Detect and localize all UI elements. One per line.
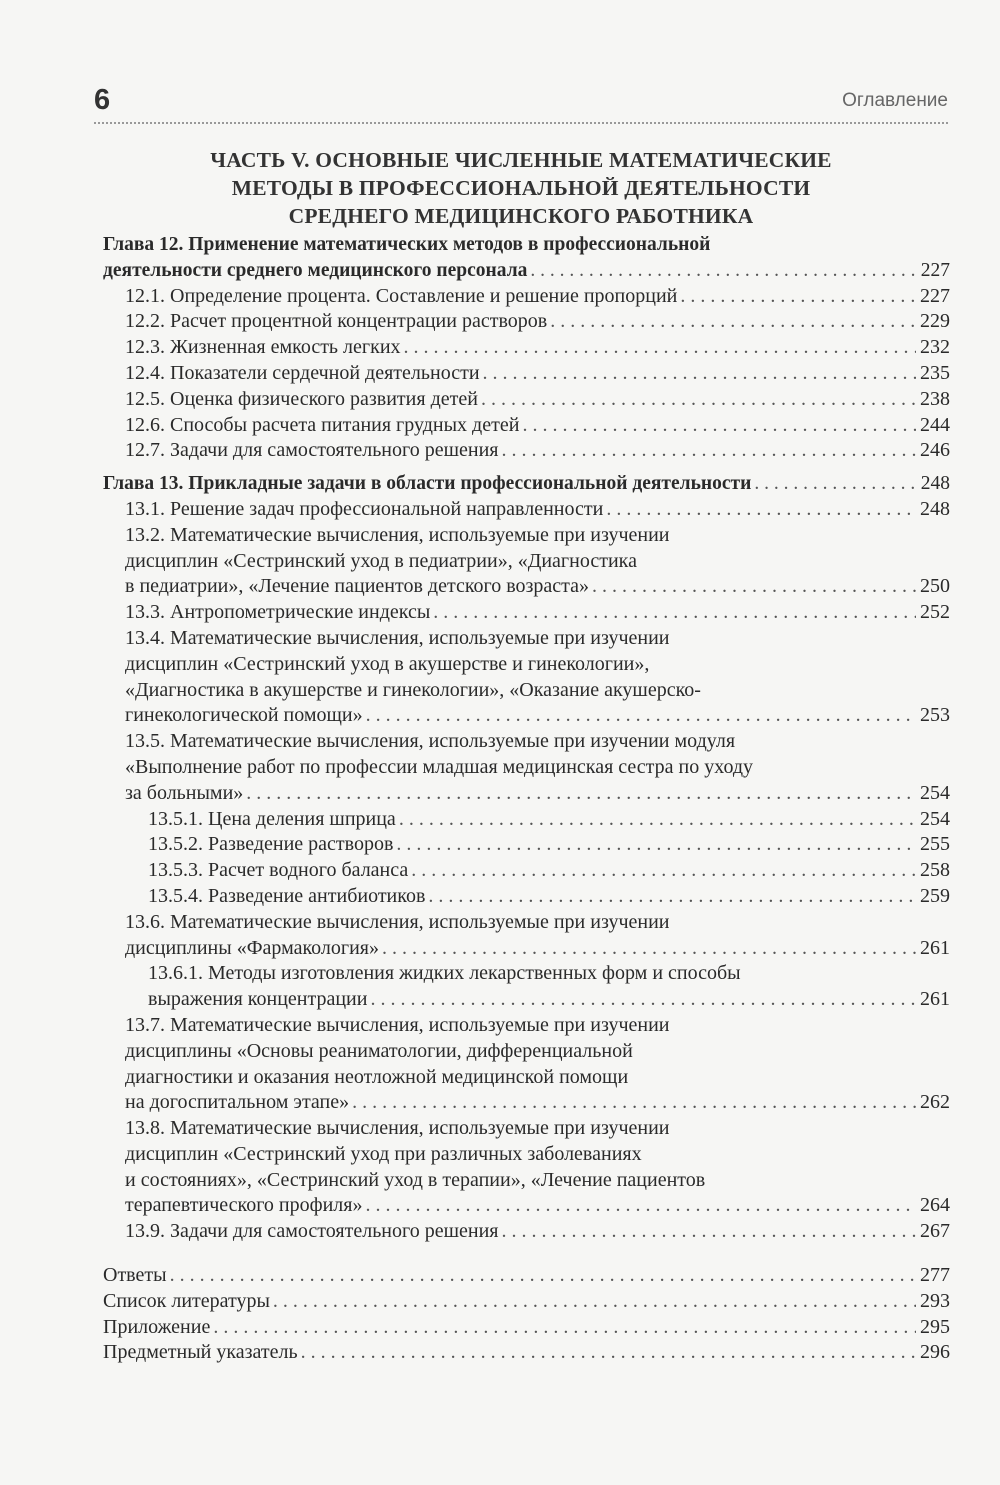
toc-entry-title-line: диагностики и оказания неотложной медицинской помощи: [125, 1065, 629, 1088]
toc-entry-last-line: [103, 1315, 950, 1341]
toc-entry-title-line: и состояниях», «Сестринский уход в терапии», «Лечение пациентов: [125, 1168, 706, 1191]
toc-entry[interactable]: [103, 497, 950, 523]
toc-entry-last-line: [103, 258, 950, 284]
toc-entry-title-line: Глава 13. Прикладные задачи в области профессиональной деятельности: [103, 473, 752, 495]
toc-entry-last-line: [125, 1193, 950, 1219]
toc-entry-last-line: [125, 387, 950, 413]
toc-page-number: 248: [920, 497, 950, 520]
toc-entry[interactable]: [103, 1013, 950, 1116]
dot-leader: [396, 832, 916, 858]
toc-page-number: 253: [920, 704, 950, 727]
toc-entry[interactable]: [103, 1315, 950, 1341]
toc-entry-last-line: [148, 884, 950, 910]
part-title-line: ЧАСТЬ V. ОСНОВНЫЕ ЧИСЛЕННЫЕ МАТЕМАТИЧЕСКИЕ: [210, 148, 832, 172]
toc-entry-title-line: 13.2. Математические вычисления, используемые при изучении: [125, 523, 670, 546]
toc-page-number: 238: [920, 387, 950, 410]
toc-entry-title-line: 13.6.1. Методы изготовления жидких лекарственных форм и способы: [148, 962, 741, 985]
dot-leader: [411, 858, 916, 884]
toc-page-number: 235: [920, 361, 950, 384]
toc-entry[interactable]: [103, 1340, 950, 1366]
part-title: [94, 146, 948, 230]
toc-page-number: 254: [920, 807, 950, 830]
toc-page-number: 248: [920, 473, 950, 495]
toc-entry[interactable]: [103, 1219, 950, 1245]
toc-page-number: 254: [920, 781, 950, 804]
toc-page-number: 227: [920, 259, 950, 281]
toc-entry-last-line: [125, 574, 950, 600]
toc-entry[interactable]: [103, 858, 950, 884]
toc-entry-last-line: [125, 284, 950, 310]
toc-entry-title-line: дисциплин «Сестринский уход в педиатрии», «Диагностика: [125, 549, 637, 572]
table-of-contents: [103, 232, 950, 1366]
dot-leader: [365, 1193, 916, 1219]
header-dotted-rule: [94, 122, 948, 124]
toc-entry-title-line: терапевтического профиля»: [125, 1194, 363, 1217]
toc-entry-title-line: 12.7. Задачи для самостоятельного решения: [125, 439, 499, 462]
toc-entry-last-line: [125, 1090, 950, 1116]
toc-page-number: 246: [920, 439, 950, 462]
toc-entry[interactable]: [103, 626, 950, 729]
toc-entry-title-line: 13.5. Математические вычисления, используемые при изучении модуля: [125, 730, 736, 753]
toc-entry-title-line: 13.7. Математические вычисления, используемые при изучении: [125, 1013, 670, 1036]
toc-entry-title-line: Глава 12. Применение математических методов в профессиональной: [103, 234, 711, 255]
dot-leader: [301, 1340, 916, 1366]
toc-entry[interactable]: [103, 1116, 950, 1219]
toc-entry-last-line: [103, 1263, 950, 1289]
toc-entry-title-line: 12.2. Расчет процентной концентрации растворов: [125, 310, 548, 333]
dot-leader: [522, 413, 916, 439]
toc-page-number: 296: [920, 1341, 950, 1364]
toc-entry[interactable]: [103, 961, 950, 1013]
toc-entry-title-line: 12.3. Жизненная емкость легких: [125, 336, 401, 359]
dot-leader: [213, 1315, 916, 1341]
toc-entry-last-line: [125, 413, 950, 439]
dot-leader: [592, 574, 916, 600]
dot-leader: [404, 335, 916, 361]
toc-entry-last-line: [125, 361, 950, 387]
toc-entry-last-line: [125, 335, 950, 361]
toc-entry-title-line: в педиатрии», «Лечение пациентов детского возраста»: [125, 575, 590, 598]
toc-entry-title-line: 13.4. Математические вычисления, используемые при изучении: [125, 626, 670, 649]
toc-page-number: 227: [920, 284, 950, 307]
toc-page-number: 250: [920, 575, 950, 598]
toc-entry-title-line: 13.3. Антропометрические индексы: [125, 601, 431, 624]
dot-leader: [246, 781, 916, 807]
toc-chapter-entry[interactable]: [103, 471, 950, 497]
toc-entry-title-line: дисциплины «Фармакология»: [125, 936, 379, 959]
toc-entry-last-line: [125, 936, 950, 962]
running-head: Оглавление: [842, 90, 948, 111]
toc-entry-title-line: выражения концентрации: [148, 988, 368, 1011]
toc-page-number: 232: [920, 336, 950, 359]
toc-page-number: 277: [920, 1264, 950, 1287]
dot-leader: [370, 987, 916, 1013]
toc-entry-last-line: [103, 1340, 950, 1366]
toc-page-number: 293: [920, 1289, 950, 1312]
toc-entry-title-line: «Выполнение работ по профессии младшая медицинская сестра по уходу: [125, 755, 754, 778]
toc-entry-title-line: 12.5. Оценка физического развития детей: [125, 387, 478, 410]
toc-entry-title-line: 13.5.1. Цена деления шприца: [148, 807, 396, 830]
toc-entry-last-line: [125, 309, 950, 335]
toc-entry-title-line: дисциплин «Сестринский уход при различных заболеваниях: [125, 1142, 642, 1165]
toc-entry[interactable]: [103, 361, 950, 387]
toc-entry-title-line: Предметный указатель: [103, 1341, 298, 1364]
dot-leader: [366, 703, 916, 729]
toc-page-number: 261: [920, 936, 950, 959]
toc-entry[interactable]: [103, 1289, 950, 1315]
toc-entry-title-line: Приложение: [103, 1315, 211, 1338]
dot-leader: [501, 438, 916, 464]
dot-leader: [170, 1263, 916, 1289]
toc-entry-last-line: [125, 600, 950, 626]
dot-leader: [530, 258, 916, 284]
dot-leader: [428, 884, 916, 910]
toc-entry-title-line: 13.9. Задачи для самостоятельного решения: [125, 1220, 499, 1243]
toc-page-number: 264: [920, 1194, 950, 1217]
toc-entry-title-line: 12.4. Показатели сердечной деятельности: [125, 361, 480, 384]
toc-entry-title-line: Список литературы: [103, 1289, 270, 1312]
toc-page-number: 261: [920, 988, 950, 1011]
toc-page-number: 262: [920, 1091, 950, 1114]
toc-entry[interactable]: [103, 523, 950, 600]
toc-entry-title-line: дисциплин «Сестринский уход в акушерстве и гинекологии»,: [125, 652, 650, 675]
part-title-line: СРЕДНЕГО МЕДИЦИНСКОГО РАБОТНИКА: [288, 204, 754, 228]
toc-page-number: 295: [920, 1315, 950, 1338]
dot-leader: [754, 471, 916, 497]
toc-page-number: 244: [920, 413, 950, 436]
toc-entry[interactable]: [103, 309, 950, 335]
dot-leader: [399, 807, 916, 833]
toc-entry[interactable]: [103, 335, 950, 361]
toc-entry-title-line: 13.6. Математические вычисления, используемые при изучении: [125, 910, 670, 933]
dot-leader: [433, 600, 916, 626]
dot-leader: [550, 309, 916, 335]
toc-entry-last-line: [125, 497, 950, 523]
toc-entry-last-line: [125, 1219, 950, 1245]
toc-entry-last-line: [148, 807, 950, 833]
dot-leader: [352, 1090, 916, 1116]
toc-entry-last-line: [125, 703, 950, 729]
dot-leader: [273, 1289, 916, 1315]
toc-entry[interactable]: [103, 884, 950, 910]
toc-entry[interactable]: [103, 284, 950, 310]
toc-entry[interactable]: [103, 729, 950, 806]
toc-page-number: 229: [920, 310, 950, 333]
dot-leader: [481, 387, 916, 413]
toc-entry-title-line: за больными»: [125, 781, 244, 804]
toc-entry[interactable]: [103, 438, 950, 464]
dot-leader: [501, 1219, 916, 1245]
toc-entry-title-line: 13.5.3. Расчет водного баланса: [148, 859, 409, 882]
toc-entry[interactable]: [103, 832, 950, 858]
toc-entry-last-line: [148, 832, 950, 858]
toc-entry-title-line: Ответы: [103, 1264, 167, 1287]
toc-entry-last-line: [125, 781, 950, 807]
toc-entry-title-line: «Диагностика в акушерстве и гинекологии», «Оказание акушерско-: [125, 678, 701, 701]
toc-entry-last-line: [148, 858, 950, 884]
toc-page-number: 258: [920, 859, 950, 882]
toc-entry[interactable]: [103, 387, 950, 413]
dot-leader: [382, 936, 916, 962]
dot-leader: [680, 284, 916, 310]
toc-entry-title-line: 13.1. Решение задач профессиональной направленности: [125, 497, 604, 520]
toc-entry-title-line: 13.5.4. Разведение антибиотиков: [148, 884, 426, 907]
toc-entry-last-line: [103, 1289, 950, 1315]
toc-page-number: 252: [920, 601, 950, 624]
toc-entry[interactable]: [103, 807, 950, 833]
part-title-line: МЕТОДЫ В ПРОФЕССИОНАЛЬНОЙ ДЕЯТЕЛЬНОСТИ: [231, 176, 811, 200]
toc-entry-last-line: [125, 438, 950, 464]
toc-entry[interactable]: [103, 910, 950, 962]
toc-entry[interactable]: [103, 413, 950, 439]
toc-entry-title-line: дисциплины «Основы реаниматологии, дифференциальной: [125, 1039, 633, 1062]
toc-entry-title-line: 12.1. Определение процента. Составление и решение пропорций: [125, 284, 678, 307]
toc-entry-title-line: деятельности среднего медицинского персонала: [103, 259, 528, 281]
toc-page-number: 255: [920, 833, 950, 856]
toc-entry-title-line: 13.5.2. Разведение растворов: [148, 833, 394, 856]
dot-leader: [606, 497, 916, 523]
toc-entry-title-line: 12.6. Способы расчета питания грудных детей: [125, 413, 520, 436]
toc-entry-title-line: на догоспитальном этапе»: [125, 1091, 350, 1114]
toc-page-number: 259: [920, 884, 950, 907]
page-number: 6: [94, 84, 111, 116]
toc-entry[interactable]: [103, 600, 950, 626]
dot-leader: [483, 361, 916, 387]
toc-entry-last-line: [148, 987, 950, 1013]
toc-entry-last-line: [103, 471, 950, 497]
toc-entry-title-line: гинекологической помощи»: [125, 704, 363, 727]
toc-page-number: 267: [920, 1220, 950, 1243]
toc-entry[interactable]: [103, 1263, 950, 1289]
toc-chapter-entry[interactable]: [103, 232, 950, 284]
toc-entry-title-line: 13.8. Математические вычисления, используемые при изучении: [125, 1117, 670, 1140]
